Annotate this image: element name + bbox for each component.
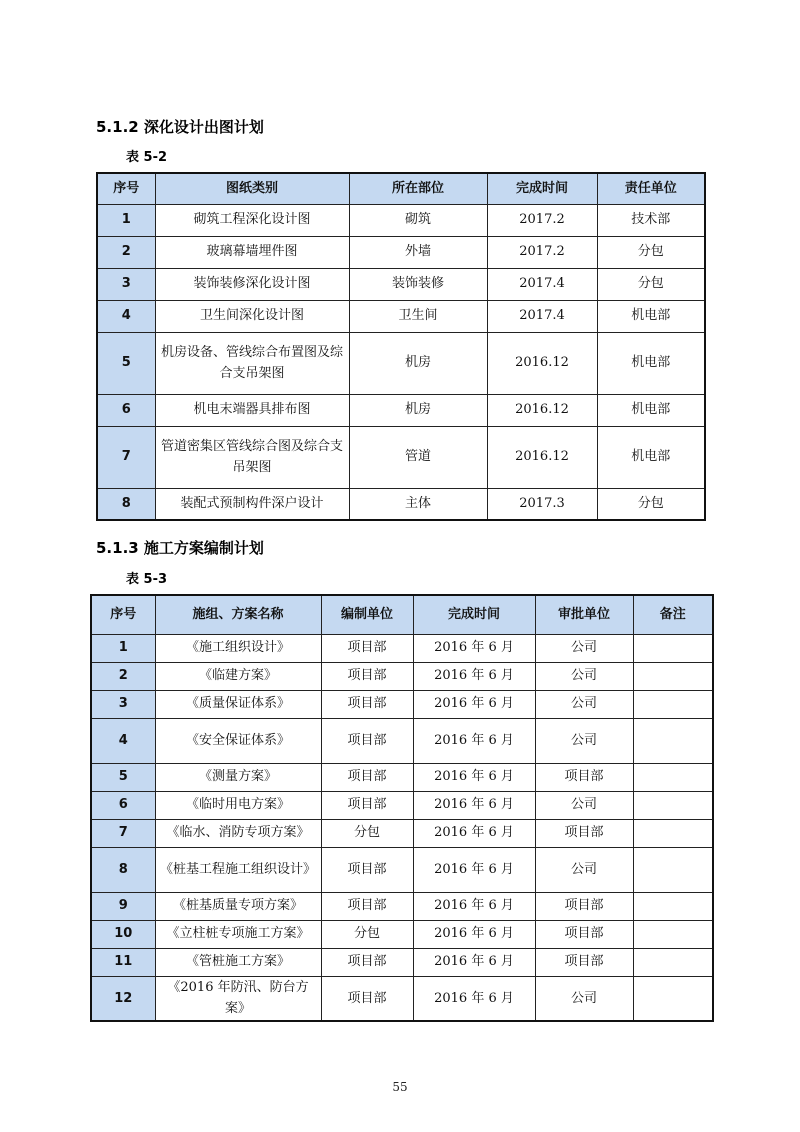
completion-time-cell: 2016 年 6 月 — [413, 847, 535, 892]
drawing-type-cell: 装饰装修深化设计图 — [155, 268, 349, 300]
row-no-cell: 11 — [91, 948, 155, 976]
location-cell: 卫生间 — [349, 300, 487, 332]
drawing-type-cell: 机电末端器具排布图 — [155, 394, 349, 426]
approval-unit-cell: 公司 — [535, 634, 633, 662]
drawing-type-cell: 卫生间深化设计图 — [155, 300, 349, 332]
approval-unit-cell: 公司 — [535, 718, 633, 763]
completion-time-cell: 2017.4 — [487, 268, 597, 300]
row-no-cell: 5 — [91, 763, 155, 791]
responsible-unit-cell: 机电部 — [597, 426, 705, 488]
approval-unit-cell: 项目部 — [535, 948, 633, 976]
compiling-unit-cell: 项目部 — [321, 948, 413, 976]
location-cell: 装饰装修 — [349, 268, 487, 300]
compiling-unit-cell: 项目部 — [321, 791, 413, 819]
remarks-cell — [633, 791, 713, 819]
header-drawing-type: 图纸类别 — [155, 173, 349, 204]
row-no-cell: 7 — [97, 426, 155, 488]
drawing-type-cell: 管道密集区管线综合图及综合支吊架图 — [155, 426, 349, 488]
table-row — [97, 236, 705, 268]
approval-unit-cell: 公司 — [535, 976, 633, 1021]
drawing-type-cell: 砌筑工程深化设计图 — [155, 204, 349, 236]
plan-name-cell: 《桩基质量专项方案》 — [155, 892, 321, 920]
table-row — [91, 718, 713, 763]
location-cell: 主体 — [349, 488, 487, 520]
table-caption-5-2: 表 5-2 — [126, 150, 168, 165]
row-no-cell: 3 — [91, 690, 155, 718]
plan-name-cell: 《安全保证体系》 — [155, 718, 321, 763]
compiling-unit-cell: 项目部 — [321, 892, 413, 920]
location-cell: 机房 — [349, 394, 487, 426]
header-no: 序号 — [91, 595, 155, 634]
responsible-unit-cell: 分包 — [597, 236, 705, 268]
table-row — [97, 426, 705, 488]
completion-time-cell: 2017.2 — [487, 236, 597, 268]
section-heading-construction-plans: 5.1.3 施工方案编制计划 — [96, 539, 264, 557]
remarks-cell — [633, 634, 713, 662]
table-row — [91, 847, 713, 892]
approval-unit-cell: 公司 — [535, 847, 633, 892]
header-completion-time: 完成时间 — [413, 595, 535, 634]
approval-unit-cell: 项目部 — [535, 763, 633, 791]
location-cell: 砌筑 — [349, 204, 487, 236]
completion-time-cell: 2017.3 — [487, 488, 597, 520]
header-compiling-unit: 编制单位 — [321, 595, 413, 634]
drawing-type-cell: 玻璃幕墙埋件图 — [155, 236, 349, 268]
completion-time-cell: 2016 年 6 月 — [413, 690, 535, 718]
table-row — [97, 300, 705, 332]
table-row — [97, 332, 705, 394]
table-header-row — [97, 173, 705, 204]
table-row — [91, 634, 713, 662]
page-number: 55 — [392, 1080, 408, 1094]
responsible-unit-cell: 分包 — [597, 488, 705, 520]
table-header-row — [91, 595, 713, 634]
plan-name-cell: 《质量保证体系》 — [155, 690, 321, 718]
responsible-unit-cell: 机电部 — [597, 300, 705, 332]
row-no-cell: 6 — [97, 394, 155, 426]
remarks-cell — [633, 662, 713, 690]
plan-name-cell: 《管桩施工方案》 — [155, 948, 321, 976]
remarks-cell — [633, 718, 713, 763]
table-row — [97, 488, 705, 520]
completion-time-cell: 2017.4 — [487, 300, 597, 332]
row-no-cell: 4 — [91, 718, 155, 763]
completion-time-cell: 2016 年 6 月 — [413, 819, 535, 847]
completion-time-cell: 2016.12 — [487, 394, 597, 426]
table-row — [91, 690, 713, 718]
compiling-unit-cell: 项目部 — [321, 763, 413, 791]
approval-unit-cell: 公司 — [535, 662, 633, 690]
table-row — [97, 204, 705, 236]
plan-name-cell: 《临水、消防专项方案》 — [155, 819, 321, 847]
drawing-type-cell: 装配式预制构件深户设计 — [155, 488, 349, 520]
responsible-unit-cell: 机电部 — [597, 394, 705, 426]
row-no-cell: 5 — [97, 332, 155, 394]
table-row — [91, 819, 713, 847]
plan-name-cell: 《施工组织设计》 — [155, 634, 321, 662]
table-row — [91, 662, 713, 690]
header-approval-unit: 审批单位 — [535, 595, 633, 634]
remarks-cell — [633, 948, 713, 976]
approval-unit-cell: 项目部 — [535, 892, 633, 920]
row-no-cell: 2 — [91, 662, 155, 690]
row-no-cell: 9 — [91, 892, 155, 920]
plan-name-cell: 《临建方案》 — [155, 662, 321, 690]
completion-time-cell: 2016 年 6 月 — [413, 948, 535, 976]
remarks-cell — [633, 892, 713, 920]
plan-name-cell: 《桩基工程施工组织设计》 — [155, 847, 321, 892]
completion-time-cell: 2017.2 — [487, 204, 597, 236]
row-no-cell: 10 — [91, 920, 155, 948]
completion-time-cell: 2016 年 6 月 — [413, 634, 535, 662]
construction-plan-table — [90, 594, 714, 1022]
approval-unit-cell: 项目部 — [535, 819, 633, 847]
completion-time-cell: 2016 年 6 月 — [413, 763, 535, 791]
table-caption-5-3: 表 5-3 — [126, 572, 168, 587]
plan-name-cell: 《测量方案》 — [155, 763, 321, 791]
row-no-cell: 12 — [91, 976, 155, 1021]
row-no-cell: 4 — [97, 300, 155, 332]
table-row — [91, 976, 713, 1021]
section-heading-deepening-design: 5.1.2 深化设计出图计划 — [96, 118, 264, 136]
remarks-cell — [633, 690, 713, 718]
completion-time-cell: 2016 年 6 月 — [413, 718, 535, 763]
table-row — [91, 948, 713, 976]
plan-name-cell: 《临时用电方案》 — [155, 791, 321, 819]
completion-time-cell: 2016.12 — [487, 332, 597, 394]
table-row — [91, 920, 713, 948]
row-no-cell: 8 — [91, 847, 155, 892]
row-no-cell: 1 — [97, 204, 155, 236]
location-cell: 外墙 — [349, 236, 487, 268]
row-no-cell: 3 — [97, 268, 155, 300]
completion-time-cell: 2016.12 — [487, 426, 597, 488]
drawing-type-cell: 机房设备、管线综合布置图及综合支吊架图 — [155, 332, 349, 394]
header-responsible-unit: 责任单位 — [597, 173, 705, 204]
approval-unit-cell: 公司 — [535, 690, 633, 718]
row-no-cell: 6 — [91, 791, 155, 819]
approval-unit-cell: 公司 — [535, 791, 633, 819]
remarks-cell — [633, 819, 713, 847]
completion-time-cell: 2016 年 6 月 — [413, 662, 535, 690]
header-remarks: 备注 — [633, 595, 713, 634]
remarks-cell — [633, 976, 713, 1021]
table-row — [97, 268, 705, 300]
header-completion-time: 完成时间 — [487, 173, 597, 204]
approval-unit-cell: 项目部 — [535, 920, 633, 948]
header-plan-name: 施组、方案名称 — [155, 595, 321, 634]
row-no-cell: 8 — [97, 488, 155, 520]
deepening-design-table — [96, 172, 706, 521]
plan-name-cell: 《2016 年防汛、防台方案》 — [155, 976, 321, 1021]
compiling-unit-cell: 项目部 — [321, 718, 413, 763]
location-cell: 机房 — [349, 332, 487, 394]
remarks-cell — [633, 763, 713, 791]
completion-time-cell: 2016 年 6 月 — [413, 976, 535, 1021]
compiling-unit-cell: 分包 — [321, 920, 413, 948]
compiling-unit-cell: 项目部 — [321, 690, 413, 718]
remarks-cell — [633, 847, 713, 892]
compiling-unit-cell: 分包 — [321, 819, 413, 847]
completion-time-cell: 2016 年 6 月 — [413, 892, 535, 920]
header-no: 序号 — [97, 173, 155, 204]
row-no-cell: 2 — [97, 236, 155, 268]
remarks-cell — [633, 920, 713, 948]
compiling-unit-cell: 项目部 — [321, 634, 413, 662]
completion-time-cell: 2016 年 6 月 — [413, 791, 535, 819]
row-no-cell: 7 — [91, 819, 155, 847]
table-row — [91, 892, 713, 920]
responsible-unit-cell: 机电部 — [597, 332, 705, 394]
table-row — [91, 791, 713, 819]
location-cell: 管道 — [349, 426, 487, 488]
table-row — [91, 763, 713, 791]
responsible-unit-cell: 技术部 — [597, 204, 705, 236]
table-row — [97, 394, 705, 426]
compiling-unit-cell: 项目部 — [321, 662, 413, 690]
compiling-unit-cell: 项目部 — [321, 976, 413, 1021]
completion-time-cell: 2016 年 6 月 — [413, 920, 535, 948]
compiling-unit-cell: 项目部 — [321, 847, 413, 892]
row-no-cell: 1 — [91, 634, 155, 662]
responsible-unit-cell: 分包 — [597, 268, 705, 300]
plan-name-cell: 《立柱桩专项施工方案》 — [155, 920, 321, 948]
header-location: 所在部位 — [349, 173, 487, 204]
